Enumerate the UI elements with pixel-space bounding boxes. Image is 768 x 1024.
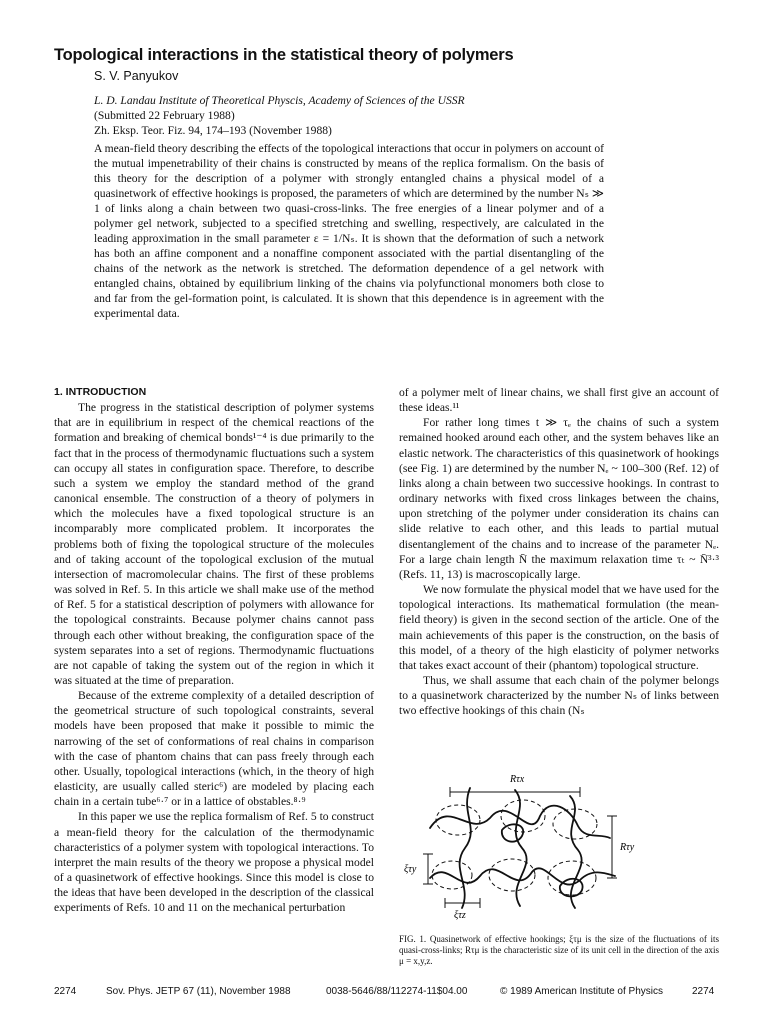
- paper-title: Topological interactions in the statistical theory of polymers: [54, 46, 514, 64]
- quasinetwork-diagram: [404, 768, 680, 923]
- paper-meta: [94, 93, 465, 138]
- right-column: [399, 385, 719, 718]
- paragraph: In this paper we use the replica formalism of Ref. 5 to construct a mean-field theory for the calculation of the thermodynamic characteristics of a polymer system with topological interactions. To interpret the main results of the theory we propose a physical model of a quasinetwork of effective hookings. Since this model is close to the ideas that have been developed in the description of the classical experiments of Refs. 10 and 11 on the mechanical perturbation: [54, 810, 374, 915]
- label-r-xy: Rτy: [620, 842, 635, 853]
- author-name: S. V. Panyukov: [94, 69, 179, 83]
- footer-page-left: 2274: [54, 986, 77, 997]
- footer-page-right: 2274: [692, 986, 715, 997]
- paragraph: We now formulate the physical model that we have used for the topological interactions. Its mathematical formulation (the mean-field theory) is given in the second section of the article. One of the main achievements of this paper is the construction, on the basis of this model, of a theory of the high elasticity of polymer networks that takes exact account of their (phantom) topological structure.: [399, 583, 719, 672]
- label-xi-x: ξτz: [454, 910, 466, 921]
- section-heading: 1. INTRODUCTION: [54, 386, 147, 398]
- submission-date: (Submitted 22 February 1988): [94, 109, 235, 122]
- journal-reference: Zh. Eksp. Teor. Fiz. 94, 174–193 (November 1988): [94, 124, 332, 137]
- figure-caption: FIG. 1. Quasinetwork of effective hookings; ξτμ is the size of the fluctuations of its quasi-cross-links; Rτμ is the characteristic size of its unit cell in the direction of the axis μ = x,y,z.: [399, 934, 719, 966]
- affiliation: L. D. Landau Institute of Theoretical Physcis, Academy of Sciences of the USSR: [94, 94, 465, 107]
- left-column: [54, 385, 374, 915]
- footer-copyright: © 1989 American Institute of Physics: [500, 986, 664, 997]
- abstract: A mean-field theory describing the effects of the topological interactions that occur in polymers on account of the mutual impenetrability of their chains is constructed by means of the replica formalism. On the basis of this theory for the description of a polymer with strongly entangled chains a physical model of a quasinetwork of effective hookings is proposed, the parameters of which are determined by the number Nₛ ≫ 1 of links along a chain between two quasi-cross-links. The free energies of a linear polymer and of a polymer gel network, subjected to a specified stretching and swelling, respectively, are calculated in the leading approximation in the small parameter ε = 1/Nₛ. It is shown that the deformation of such a network has both an affine component and a nonaffine component associated with the partial disentangling of the chains of the network as the network is stretched. The deformation dependence of a gel network with entangled chains, obtained by equilibrium linking of the chains via polyfunctional monomers both close to and far from the gel-formation point, is calculated. It is shown that this dependence is in agreement with the experimental data.: [94, 142, 604, 320]
- paragraph: The progress in the statistical description of polymer systems that are in equilibrium in respect of the chemical reactions of the formation and breaking of chemical bonds¹⁻⁴ is due primarily to the fact that in the process of thermodynamic fluctuations such a system can occupy all states in configuration space. Therefore, to describe such a system we employ the standard method of the grand canonical ensemble. The construction of a theory of polymers in which the molecules have a fixed topological structure is an incomparably more complicated problem. It incorporates the problems both of fixing the topological structure of the molecules and of taking account of the topological exclusion of the mutual intersection of macromolecular chains. The first of these problems was solved in Ref. 5. In this article we shall make use of the method of Ref. 5 for a statistical description of polymers with allowance for the topological constraints. Because polymer chains cannot pass through each other without breaking, the configuration space of the system separates into a set of regions. Thermodynamic fluctuations are not capable of taking the system out of the region in which it was situated at the time of preparation.: [54, 401, 374, 687]
- paragraph: Thus, we shall assume that each chain of the polymer belongs to a quasinetwork characterized by the number Nₛ of links between two effective hookings of this chain (Nₛ: [399, 673, 719, 718]
- paragraph: of a polymer melt of linear chains, we shall first give an account of these ideas.¹¹: [399, 386, 719, 415]
- figure-1: [404, 768, 680, 923]
- polymer-chains: [430, 788, 615, 908]
- paragraph: Because of the extreme complexity of a detailed description of the geometrical structure of such topological constraints, several models have been proposed that make it possible to mimic the narrowing of the set of conformations of real chains in comparison with the case of phantom chains that can pass freely through each other. Usually, topological interactions (which, in the theory of high elasticity, are usually called steric⁶) are modeled by placing each chain in a certain tube⁶·⁷ or in a lattice of obstables.⁸·⁹: [54, 689, 374, 809]
- footer-journal: Sov. Phys. JETP 67 (11), November 1988: [106, 986, 291, 997]
- label-r-xx: Rτx: [510, 774, 525, 785]
- paragraph: For rather long times t ≫ τₑ the chains of such a system remained hooked around each other, and the system behaves like an elastic network. The characteristics of this quasinetwork of hookings (see Fig. 1) are determined by the number Nₑ ~ 100–300 (Ref. 12) of links along a chain between two successive hookings. In contrast to ordinary networks with fixed cross linkages between the chains, upon stretching of the polymer under consideration its chains can slide relative to each other, and this leads to partial mutual disentanglement of the chains and to increase of the parameter Nₑ. For a large chain length N̄ the maximum relaxation time τₜ ~ N̄³·³ (Refs. 11, 13) is macroscopically large.: [399, 416, 719, 581]
- label-xi-y: ξτy: [404, 864, 417, 875]
- footer-code: 0038-5646/88/112274-11$04.00: [326, 986, 468, 997]
